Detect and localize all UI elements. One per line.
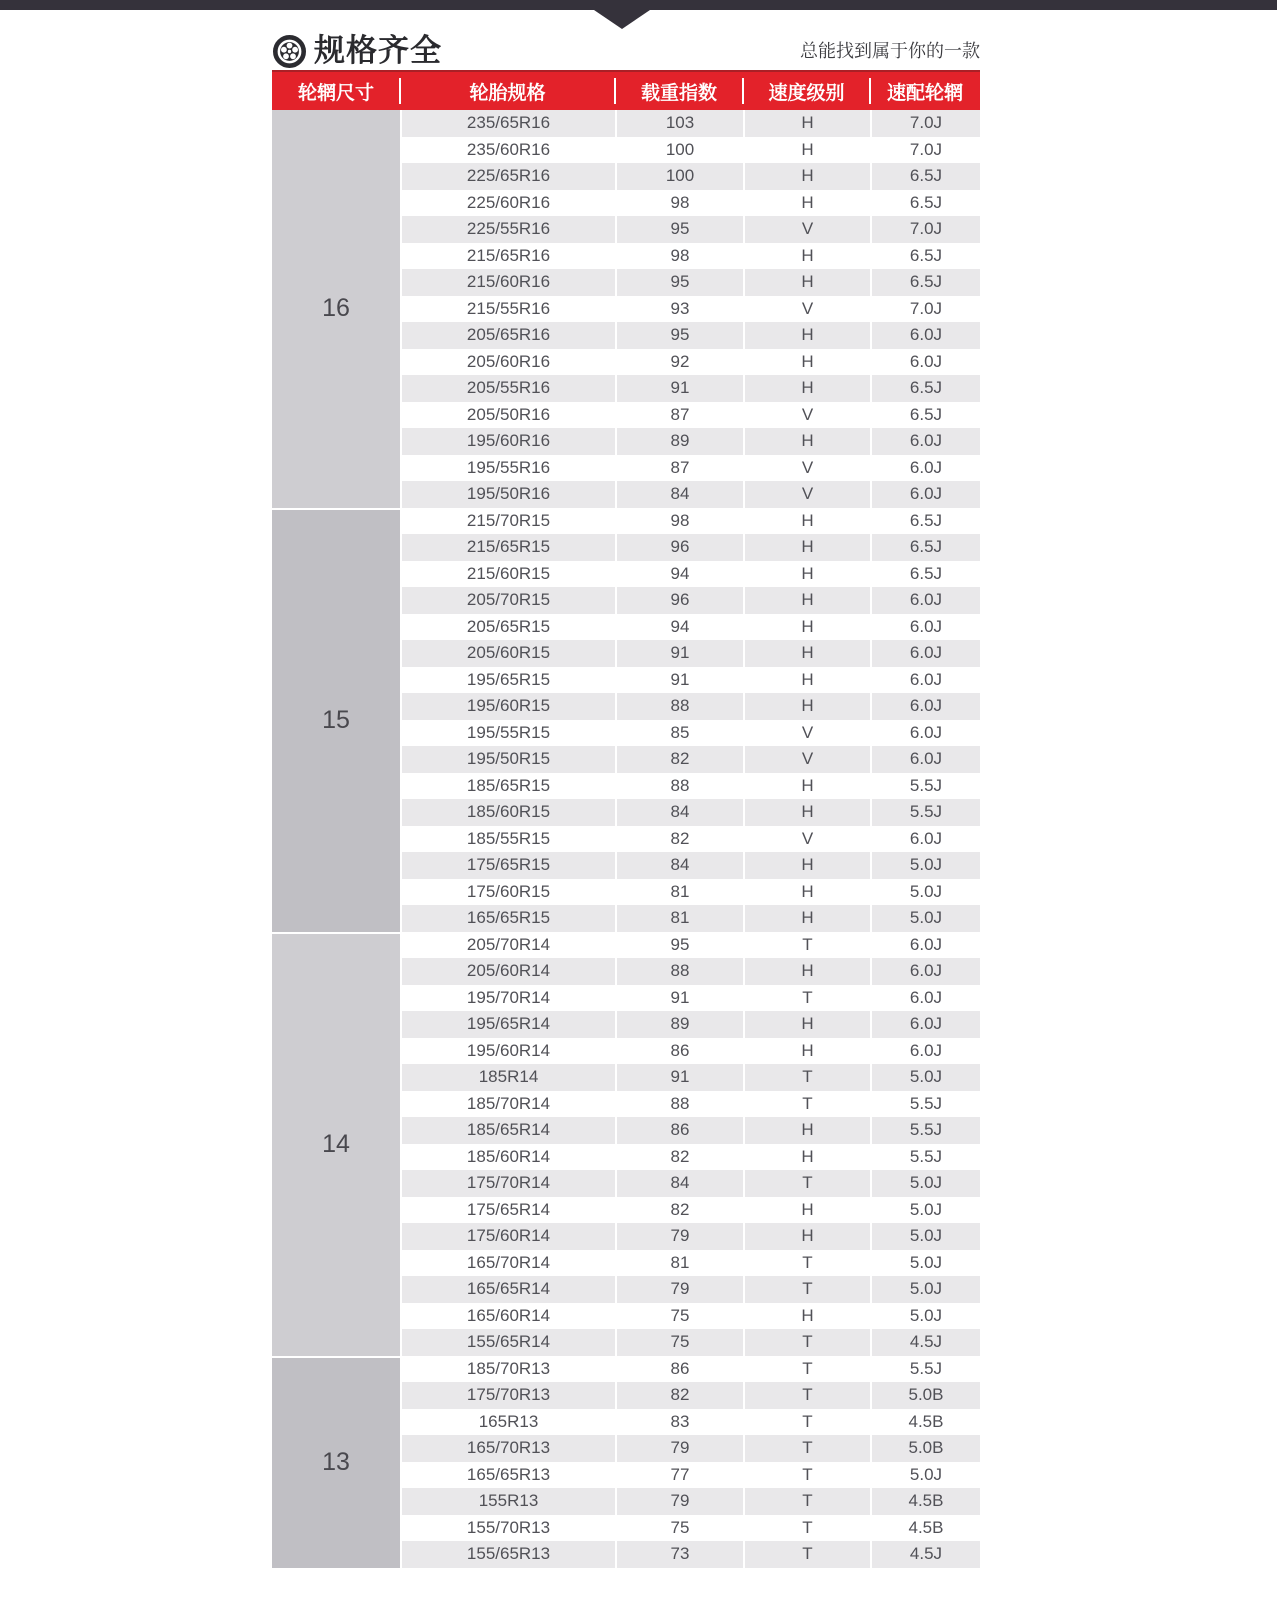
tire-spec-cell: 185/70R14 (400, 1091, 615, 1118)
tire-spec-cell: 195/60R16 (400, 428, 615, 455)
rim-match-cell: 6.5J (870, 508, 980, 535)
rim-match-cell: 6.0J (870, 614, 980, 641)
speed-rating-cell: V (743, 296, 870, 323)
tire-spec-cell: 175/60R14 (400, 1223, 615, 1250)
speed-rating-cell: H (743, 879, 870, 906)
rim-match-cell: 5.0B (870, 1382, 980, 1409)
load-index-cell: 96 (615, 587, 743, 614)
load-index-cell: 86 (615, 1117, 743, 1144)
speed-rating-cell: T (743, 1064, 870, 1091)
speed-rating-cell: T (743, 1515, 870, 1542)
rim-match-cell: 5.0J (870, 879, 980, 906)
tire-spec-cell: 235/65R16 (400, 110, 615, 137)
load-index-cell: 89 (615, 428, 743, 455)
speed-rating-cell: H (743, 110, 870, 137)
speed-rating-cell: V (743, 481, 870, 508)
speed-rating-cell: T (743, 1462, 870, 1489)
rim-match-cell: 4.5B (870, 1409, 980, 1436)
speed-rating-cell: T (743, 985, 870, 1012)
load-index-cell: 84 (615, 799, 743, 826)
rim-match-cell: 6.0J (870, 720, 980, 747)
rim-match-cell: 6.0J (870, 481, 980, 508)
rim-match-cell: 6.0J (870, 667, 980, 694)
speed-rating-cell: H (743, 587, 870, 614)
tire-spec-cell: 225/65R16 (400, 163, 615, 190)
tire-spec-cell: 155/70R13 (400, 1515, 615, 1542)
tire-spec-cell: 235/60R16 (400, 137, 615, 164)
load-index-cell: 98 (615, 190, 743, 217)
tire-spec-cell: 195/65R15 (400, 667, 615, 694)
load-index-cell: 95 (615, 269, 743, 296)
rim-match-cell: 4.5B (870, 1488, 980, 1515)
load-index-cell: 84 (615, 481, 743, 508)
rim-match-cell: 5.0B (870, 1435, 980, 1462)
load-index-cell: 73 (615, 1541, 743, 1568)
speed-rating-cell: T (743, 1091, 870, 1118)
tire-spec-cell: 185R14 (400, 1064, 615, 1091)
rim-match-cell: 6.0J (870, 1011, 980, 1038)
rim-match-cell: 5.0J (870, 1197, 980, 1224)
rim-size-group-cell: 13 (272, 1356, 400, 1568)
speed-rating-cell: H (743, 375, 870, 402)
tire-spec-cell: 185/65R14 (400, 1117, 615, 1144)
speed-rating-cell: H (743, 958, 870, 985)
load-index-cell: 79 (615, 1276, 743, 1303)
load-index-cell: 81 (615, 1250, 743, 1277)
speed-rating-cell: H (743, 269, 870, 296)
tire-spec-cell: 185/55R15 (400, 826, 615, 853)
tire-spec-cell: 195/50R15 (400, 746, 615, 773)
speed-rating-cell: T (743, 1170, 870, 1197)
speed-rating-cell: V (743, 746, 870, 773)
load-index-cell: 91 (615, 640, 743, 667)
tire-spec-cell: 205/60R16 (400, 349, 615, 376)
wheel-rim-icon (272, 34, 307, 69)
tire-spec-cell: 225/60R16 (400, 190, 615, 217)
rim-match-cell: 6.0J (870, 322, 980, 349)
speed-rating-cell: H (743, 640, 870, 667)
load-index-cell: 91 (615, 667, 743, 694)
speed-rating-cell: H (743, 1011, 870, 1038)
rim-match-cell: 5.0J (870, 1250, 980, 1277)
speed-rating-cell: H (743, 508, 870, 535)
load-index-cell: 84 (615, 1170, 743, 1197)
load-index-cell: 89 (615, 1011, 743, 1038)
spec-section (272, 27, 980, 1568)
speed-rating-cell: T (743, 932, 870, 959)
load-index-cell: 98 (615, 243, 743, 270)
tire-spec-cell: 165/65R13 (400, 1462, 615, 1489)
load-index-cell: 79 (615, 1223, 743, 1250)
rim-match-cell: 5.5J (870, 1356, 980, 1383)
speed-rating-cell: H (743, 534, 870, 561)
tire-spec-cell: 185/65R15 (400, 773, 615, 800)
rim-match-cell: 7.0J (870, 110, 980, 137)
load-index-cell: 100 (615, 137, 743, 164)
speed-rating-cell: H (743, 1197, 870, 1224)
tire-spec-cell: 175/70R14 (400, 1170, 615, 1197)
load-index-cell: 91 (615, 985, 743, 1012)
rim-match-cell: 5.0J (870, 1462, 980, 1489)
speed-rating-cell: T (743, 1382, 870, 1409)
rim-match-cell: 6.0J (870, 826, 980, 853)
speed-rating-cell: T (743, 1488, 870, 1515)
tire-spec-cell: 205/50R16 (400, 402, 615, 429)
load-index-cell: 93 (615, 296, 743, 323)
tire-spec-cell: 155R13 (400, 1488, 615, 1515)
speed-rating-cell: H (743, 852, 870, 879)
speed-rating-cell: V (743, 826, 870, 853)
tire-spec-cell: 195/55R16 (400, 455, 615, 482)
speed-rating-cell: H (743, 614, 870, 641)
rim-match-cell: 6.0J (870, 587, 980, 614)
rim-match-cell: 5.0J (870, 1170, 980, 1197)
column-header-rim-match: 速配轮辋 (870, 70, 980, 110)
tire-spec-cell: 175/70R13 (400, 1382, 615, 1409)
speed-rating-cell: H (743, 1038, 870, 1065)
speed-rating-cell: V (743, 216, 870, 243)
load-index-cell: 82 (615, 746, 743, 773)
rim-match-cell: 6.0J (870, 746, 980, 773)
rim-match-cell: 6.5J (870, 190, 980, 217)
load-index-cell: 88 (615, 693, 743, 720)
top-dark-bar (0, 0, 1277, 10)
speed-rating-cell: H (743, 428, 870, 455)
load-index-cell: 75 (615, 1329, 743, 1356)
load-index-cell: 92 (615, 349, 743, 376)
rim-match-cell: 6.0J (870, 958, 980, 985)
rim-match-cell: 5.0J (870, 852, 980, 879)
column-header-rim-size: 轮辋尺寸 (272, 70, 400, 110)
tire-spec-cell: 215/60R16 (400, 269, 615, 296)
rim-match-cell: 6.0J (870, 693, 980, 720)
tire-spec-cell: 185/70R13 (400, 1356, 615, 1383)
load-index-cell: 88 (615, 958, 743, 985)
load-index-cell: 83 (615, 1409, 743, 1436)
tire-spec-cell: 195/55R15 (400, 720, 615, 747)
load-index-cell: 81 (615, 905, 743, 932)
load-index-cell: 75 (615, 1515, 743, 1542)
speed-rating-cell: T (743, 1541, 870, 1568)
tire-spec-cell: 205/70R15 (400, 587, 615, 614)
tire-spec-cell: 165/65R15 (400, 905, 615, 932)
rim-match-cell: 6.0J (870, 932, 980, 959)
rim-match-cell: 5.5J (870, 1117, 980, 1144)
speed-rating-cell: T (743, 1276, 870, 1303)
load-index-cell: 82 (615, 826, 743, 853)
load-index-cell: 88 (615, 773, 743, 800)
table-row (272, 110, 980, 137)
tire-spec-cell: 205/60R14 (400, 958, 615, 985)
rim-match-cell: 6.5J (870, 163, 980, 190)
load-index-cell: 81 (615, 879, 743, 906)
tire-spec-cell: 155/65R13 (400, 1541, 615, 1568)
tire-spec-cell: 175/65R14 (400, 1197, 615, 1224)
rim-match-cell: 4.5B (870, 1515, 980, 1542)
rim-match-cell: 6.0J (870, 349, 980, 376)
rim-match-cell: 5.5J (870, 799, 980, 826)
load-index-cell: 85 (615, 720, 743, 747)
speed-rating-cell: H (743, 163, 870, 190)
load-index-cell: 82 (615, 1382, 743, 1409)
speed-rating-cell: H (743, 137, 870, 164)
load-index-cell: 77 (615, 1462, 743, 1489)
rim-match-cell: 6.5J (870, 375, 980, 402)
rim-match-cell: 7.0J (870, 216, 980, 243)
tire-spec-cell: 195/60R15 (400, 693, 615, 720)
speed-rating-cell: T (743, 1356, 870, 1383)
load-index-cell: 87 (615, 402, 743, 429)
rim-size-group-cell: 14 (272, 932, 400, 1356)
tire-spec-cell: 195/70R14 (400, 985, 615, 1012)
tire-spec-cell: 165/70R13 (400, 1435, 615, 1462)
rim-match-cell: 5.5J (870, 773, 980, 800)
speed-rating-cell: H (743, 190, 870, 217)
rim-match-cell: 6.5J (870, 402, 980, 429)
tire-spec-cell: 155/65R14 (400, 1329, 615, 1356)
speed-rating-cell: H (743, 773, 870, 800)
column-header-load-index: 载重指数 (615, 70, 743, 110)
load-index-cell: 95 (615, 322, 743, 349)
tire-spec-cell: 165R13 (400, 1409, 615, 1436)
rim-match-cell: 5.0J (870, 1064, 980, 1091)
column-header-tire-spec: 轮胎规格 (400, 70, 615, 110)
tire-spec-cell: 195/65R14 (400, 1011, 615, 1038)
tire-spec-cell: 215/70R15 (400, 508, 615, 535)
speed-rating-cell: H (743, 243, 870, 270)
rim-match-cell: 5.0J (870, 1303, 980, 1330)
spec-table-body (272, 110, 980, 1568)
speed-rating-cell: T (743, 1329, 870, 1356)
load-index-cell: 94 (615, 614, 743, 641)
load-index-cell: 82 (615, 1197, 743, 1224)
load-index-cell: 98 (615, 508, 743, 535)
rim-size-group-cell: 16 (272, 110, 400, 508)
load-index-cell: 75 (615, 1303, 743, 1330)
speed-rating-cell: H (743, 561, 870, 588)
spec-table (272, 70, 980, 1568)
header-row (272, 70, 980, 110)
load-index-cell: 100 (615, 163, 743, 190)
load-index-cell: 82 (615, 1144, 743, 1171)
tire-spec-cell: 225/55R16 (400, 216, 615, 243)
tire-spec-cell: 185/60R14 (400, 1144, 615, 1171)
rim-match-cell: 7.0J (870, 137, 980, 164)
column-header-speed: 速度级别 (743, 70, 870, 110)
section-title-wrap (272, 34, 442, 69)
tire-spec-cell: 195/60R14 (400, 1038, 615, 1065)
rim-match-cell: 5.0J (870, 905, 980, 932)
speed-rating-cell: H (743, 693, 870, 720)
rim-match-cell: 7.0J (870, 296, 980, 323)
table-row (272, 508, 980, 535)
rim-size-group-cell: 15 (272, 508, 400, 932)
section-header (272, 27, 980, 69)
speed-rating-cell: H (743, 1303, 870, 1330)
tire-spec-cell: 205/55R16 (400, 375, 615, 402)
rim-match-cell: 6.0J (870, 640, 980, 667)
load-index-cell: 91 (615, 1064, 743, 1091)
load-index-cell: 87 (615, 455, 743, 482)
rim-match-cell: 5.5J (870, 1091, 980, 1118)
rim-match-cell: 4.5J (870, 1329, 980, 1356)
tire-spec-cell: 195/50R16 (400, 481, 615, 508)
load-index-cell: 103 (615, 110, 743, 137)
rim-match-cell: 4.5J (870, 1541, 980, 1568)
tire-spec-cell: 205/60R15 (400, 640, 615, 667)
spec-table-head (272, 70, 980, 110)
rim-match-cell: 6.5J (870, 243, 980, 270)
rim-match-cell: 6.0J (870, 428, 980, 455)
tire-spec-cell: 175/60R15 (400, 879, 615, 906)
section-title: 规格齐全 (314, 33, 442, 69)
speed-rating-cell: T (743, 1250, 870, 1277)
tire-spec-cell: 215/65R16 (400, 243, 615, 270)
tire-spec-cell: 205/70R14 (400, 932, 615, 959)
speed-rating-cell: V (743, 720, 870, 747)
load-index-cell: 86 (615, 1356, 743, 1383)
rim-match-cell: 6.5J (870, 269, 980, 296)
tire-spec-cell: 215/65R15 (400, 534, 615, 561)
rim-match-cell: 5.5J (870, 1144, 980, 1171)
load-index-cell: 95 (615, 216, 743, 243)
rim-match-cell: 6.5J (870, 534, 980, 561)
load-index-cell: 84 (615, 852, 743, 879)
tire-spec-cell: 165/70R14 (400, 1250, 615, 1277)
speed-rating-cell: H (743, 1144, 870, 1171)
tire-spec-cell: 175/65R15 (400, 852, 615, 879)
load-index-cell: 94 (615, 561, 743, 588)
rim-match-cell: 6.0J (870, 1038, 980, 1065)
tire-spec-cell: 165/60R14 (400, 1303, 615, 1330)
tire-spec-cell: 185/60R15 (400, 799, 615, 826)
tire-spec-cell: 165/65R14 (400, 1276, 615, 1303)
rim-match-cell: 6.0J (870, 985, 980, 1012)
section-subtitle: 总能找到属于你的一款 (800, 41, 980, 61)
tire-spec-cell: 205/65R15 (400, 614, 615, 641)
load-index-cell: 91 (615, 375, 743, 402)
tire-spec-cell: 215/55R16 (400, 296, 615, 323)
speed-rating-cell: H (743, 667, 870, 694)
speed-rating-cell: H (743, 1117, 870, 1144)
rim-match-cell: 5.0J (870, 1276, 980, 1303)
speed-rating-cell: V (743, 402, 870, 429)
load-index-cell: 79 (615, 1435, 743, 1462)
speed-rating-cell: H (743, 349, 870, 376)
rim-match-cell: 5.0J (870, 1223, 980, 1250)
load-index-cell: 95 (615, 932, 743, 959)
speed-rating-cell: T (743, 1409, 870, 1436)
speed-rating-cell: V (743, 455, 870, 482)
tire-spec-cell: 205/65R16 (400, 322, 615, 349)
rim-match-cell: 6.0J (870, 455, 980, 482)
speed-rating-cell: T (743, 1435, 870, 1462)
speed-rating-cell: H (743, 1223, 870, 1250)
table-row (272, 932, 980, 959)
load-index-cell: 79 (615, 1488, 743, 1515)
rim-match-cell: 6.5J (870, 561, 980, 588)
load-index-cell: 86 (615, 1038, 743, 1065)
table-row (272, 1356, 980, 1383)
load-index-cell: 88 (615, 1091, 743, 1118)
load-index-cell: 96 (615, 534, 743, 561)
tire-spec-cell: 215/60R15 (400, 561, 615, 588)
speed-rating-cell: H (743, 799, 870, 826)
speed-rating-cell: H (743, 322, 870, 349)
speed-rating-cell: H (743, 905, 870, 932)
